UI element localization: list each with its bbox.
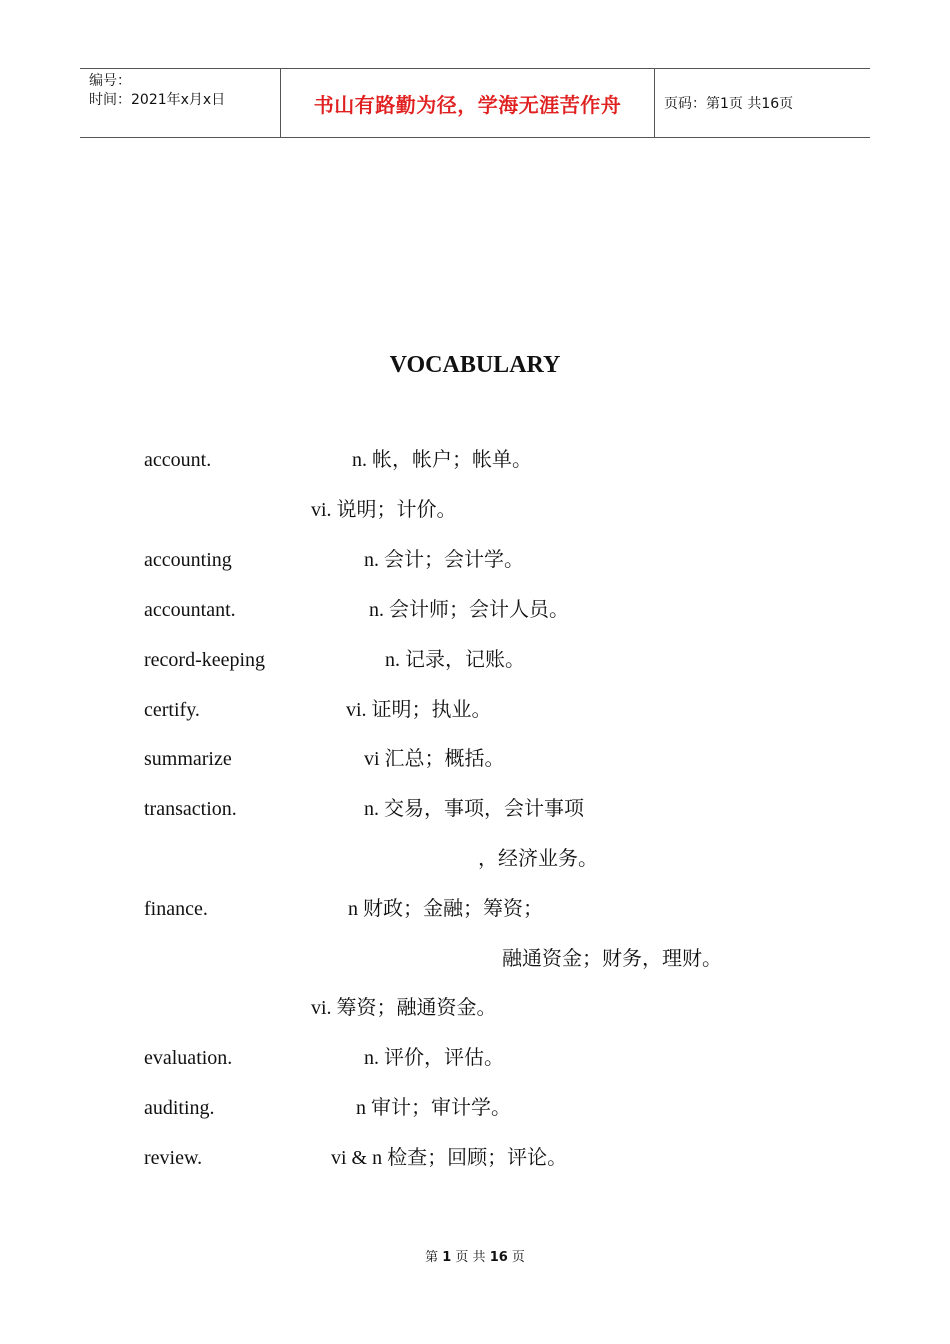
vocabulary-entry (0, 944, 950, 974)
header-time-label: 时间：2021年x月x日 (89, 92, 226, 108)
vocabulary-entry (0, 545, 950, 575)
entry-definition: n. 会计；会计学。 (364, 549, 524, 571)
entry-definition: vi 汇总；概括。 (364, 748, 505, 770)
entry-word: evaluation. (144, 1047, 233, 1069)
page-footer (0, 1246, 950, 1265)
vocabulary-entry (0, 495, 950, 525)
vocabulary-entry (0, 645, 950, 675)
vocabulary-entry (0, 844, 950, 874)
vocabulary-entry (0, 1143, 950, 1173)
vocabulary-entry (0, 993, 950, 1023)
entry-definition: vi. 说明；计价。 (311, 499, 457, 521)
vocabulary-entry (0, 744, 950, 774)
header-page-info: 页码：第1页 共16页 (664, 96, 794, 112)
entry-definition: 融通资金；财务，理财。 (502, 948, 722, 970)
entry-definition: n. 评价，评估。 (364, 1047, 504, 1069)
entry-word: auditing. (144, 1097, 215, 1119)
entry-word: review. (144, 1147, 203, 1169)
footer-prefix: 第 (425, 1250, 439, 1265)
vocabulary-entry (0, 445, 950, 475)
entry-word: accountant. (144, 599, 236, 621)
entry-definition: n 审计；审计学。 (356, 1097, 511, 1119)
entry-word: record-keeping (144, 649, 266, 671)
entry-word: finance. (144, 898, 208, 920)
entry-definition: n 财政；金融；筹资； (348, 898, 543, 920)
footer-current-page: 1 (442, 1250, 452, 1265)
entry-definition: n. 帐，帐户；帐单。 (352, 449, 532, 471)
vocabulary-entry (0, 894, 950, 924)
vocabulary-entry (0, 695, 950, 725)
footer-total-pages: 16 (489, 1250, 508, 1265)
header-motto: 书山有路勤为径，学海无涯苦作舟 (313, 92, 622, 117)
entry-word: accounting (144, 549, 232, 571)
entry-definition: vi. 证明；执业。 (346, 699, 492, 721)
entry-word: certify. (144, 699, 200, 721)
footer-suffix: 页 (511, 1250, 525, 1265)
vocabulary-entry (0, 1043, 950, 1073)
vocabulary-entry (0, 1093, 950, 1123)
entry-definition: vi & n 检查；回顾；评论。 (331, 1147, 568, 1169)
entry-definition: n. 交易，事项，会计事项 (364, 798, 584, 820)
entry-word: transaction. (144, 798, 237, 820)
entry-definition: ，经济业务。 (478, 848, 598, 870)
footer-middle: 页 共 (455, 1250, 486, 1265)
vocabulary-entry (0, 595, 950, 625)
header-number-label: 编号： (89, 73, 131, 89)
document-title: VOCABULARY (389, 352, 561, 378)
entry-word: summarize (144, 748, 232, 770)
entry-definition: vi. 筹资；融通资金。 (311, 997, 497, 1019)
entry-definition: n. 会计师；会计人员。 (369, 599, 569, 621)
entry-word: account. (144, 449, 212, 471)
entry-definition: n. 记录，记账。 (385, 649, 525, 671)
vocabulary-entry (0, 794, 950, 824)
